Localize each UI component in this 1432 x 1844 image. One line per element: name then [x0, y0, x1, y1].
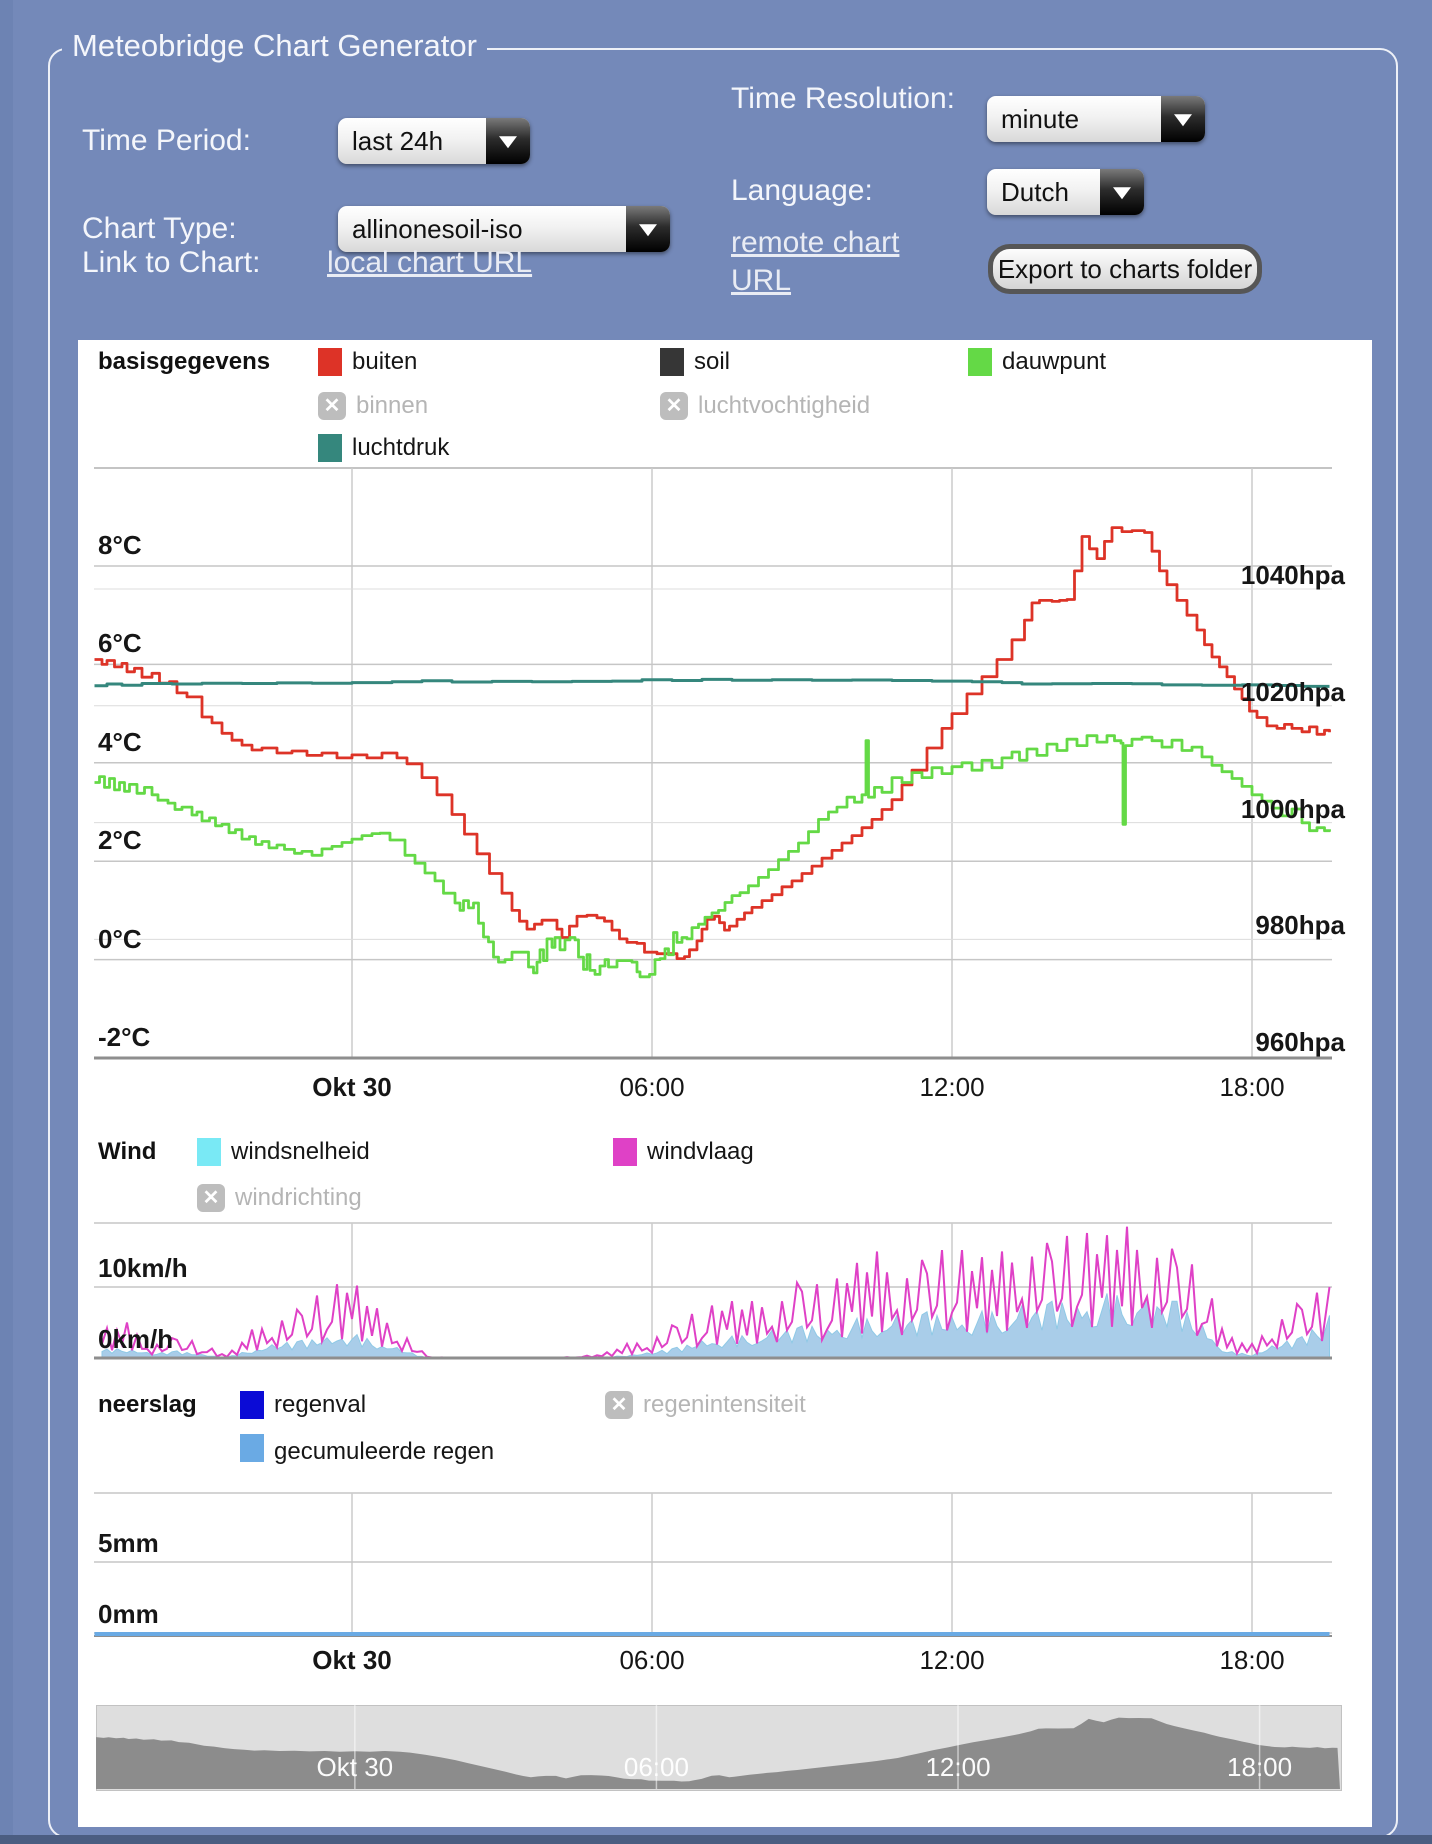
y-axis-label-celsius: -2°C	[98, 1022, 151, 1052]
chevron-down-icon	[626, 206, 670, 252]
y-axis-label-rain: 0mm	[98, 1599, 159, 1629]
time-period-label: Time Period:	[82, 124, 251, 157]
legend-group-wind: Wind	[98, 1138, 157, 1165]
disabled-x-icon	[318, 392, 346, 420]
time-period-select[interactable]	[338, 118, 530, 164]
buiten-swatch-icon	[318, 348, 342, 376]
navigator-x-label: 12:00	[925, 1752, 991, 1782]
navigator-x-label: Okt 30	[316, 1752, 394, 1782]
chevron-down-icon	[1100, 169, 1144, 215]
chevron-down-icon	[486, 118, 530, 164]
x-axis-label: 18:00	[1219, 1645, 1285, 1675]
windvlaag-swatch-icon	[613, 1138, 637, 1166]
wind-chart	[86, 1220, 1346, 1362]
luchtdruk-swatch-icon	[318, 434, 342, 462]
temperature-pressure-chart	[86, 460, 1346, 1062]
x-axis-label: 06:00	[619, 1645, 685, 1675]
time-resolution-label: Time Resolution:	[731, 82, 955, 115]
x-axis-label: 12:00	[919, 1072, 985, 1102]
language-value: Dutch	[1001, 176, 1069, 207]
language-select[interactable]	[987, 169, 1144, 215]
legend-item-luchtvochtigheid[interactable]: ✕ luchtvochtigheid	[660, 392, 870, 420]
x-axis-label: Okt 30	[312, 1072, 392, 1102]
legend-item-regenval[interactable]: regenval	[240, 1391, 366, 1419]
legend-item-buiten[interactable]: buiten	[318, 348, 417, 376]
link-to-chart-label: Link to Chart:	[82, 246, 261, 279]
remote-chart-url-link[interactable]: remote chart URL	[731, 226, 900, 297]
legend-item-dauwpunt[interactable]: dauwpunt	[968, 348, 1106, 376]
x-axis-label: 06:00	[619, 1072, 685, 1102]
y-axis-label-pressure: 1020hpa	[1240, 676, 1345, 707]
legend-group-neerslag: neerslag	[98, 1391, 197, 1418]
chart-type-value: allinonesoil-iso	[352, 213, 523, 244]
legend-item-windsnelheid[interactable]: windsnelheid	[197, 1138, 370, 1166]
y-axis-label-pressure: 960hpa	[1255, 1027, 1345, 1058]
y-axis-label-rain: 5mm	[98, 1528, 159, 1558]
navigator-x-label: 18:00	[1227, 1752, 1293, 1782]
y-axis-label-pressure: 1000hpa	[1240, 793, 1345, 824]
time-resolution-value: minute	[1001, 103, 1080, 134]
y-axis-label-celsius: 6°C	[98, 628, 142, 659]
disabled-x-icon	[197, 1184, 225, 1212]
disabled-x-icon	[605, 1391, 633, 1419]
legend-item-luchtdruk[interactable]: luchtdruk	[318, 434, 449, 462]
precipitation-chart	[86, 1490, 1346, 1638]
time-resolution-select[interactable]	[987, 96, 1205, 142]
legend-item-binnen[interactable]: ✕ binnen	[318, 392, 428, 420]
export-to-charts-folder-button[interactable]: Export to charts folder	[988, 244, 1262, 294]
gecumuleerde-regen-swatch-icon	[240, 1434, 264, 1462]
soil-swatch-icon	[660, 348, 684, 376]
chart-type-label: Chart Type:	[82, 212, 237, 245]
legend-item-gecumuleerde-regen[interactable]: gecumuleerde regen	[240, 1434, 464, 1470]
legend-item-soil[interactable]: soil	[660, 348, 730, 376]
x-axis-label: 18:00	[1219, 1072, 1285, 1102]
page-title: Meteobridge Chart Generator	[62, 28, 487, 64]
y-axis-label-celsius: 8°C	[98, 530, 142, 560]
x-axis-label: Okt 30	[312, 1645, 392, 1675]
y-axis-label-wind: 0km/h	[98, 1324, 174, 1354]
navigator-x-label: 06:00	[623, 1752, 689, 1782]
legend-item-windvlaag[interactable]: windvlaag	[613, 1138, 754, 1166]
x-axis-label: 12:00	[919, 1645, 985, 1675]
y-axis-label-wind: 10km/h	[98, 1253, 188, 1283]
local-chart-url-link[interactable]: local chart URL	[327, 246, 533, 279]
y-axis-label-celsius: 4°C	[98, 726, 142, 757]
y-axis-label-pressure: 980hpa	[1255, 910, 1345, 941]
y-axis-label-celsius: 0°C	[98, 923, 142, 954]
legend-item-regenintensiteit[interactable]: ✕ regenintensiteit	[605, 1391, 806, 1419]
language-label: Language:	[731, 174, 873, 207]
y-axis-label-celsius: 2°C	[98, 825, 142, 856]
y-axis-label-pressure: 1040hpa	[1240, 560, 1345, 590]
legend-group-basisgegevens: basisgegevens	[98, 348, 271, 375]
dauwpunt-swatch-icon	[968, 348, 992, 376]
disabled-x-icon	[660, 392, 688, 420]
legend-item-windrichting[interactable]: ✕ windrichting	[197, 1184, 362, 1212]
time-period-value: last 24h	[352, 125, 444, 156]
navigator-chart	[96, 1705, 1340, 1789]
chevron-down-icon	[1161, 96, 1205, 142]
regenval-swatch-icon	[240, 1391, 264, 1419]
windsnelheid-swatch-icon	[197, 1138, 221, 1166]
